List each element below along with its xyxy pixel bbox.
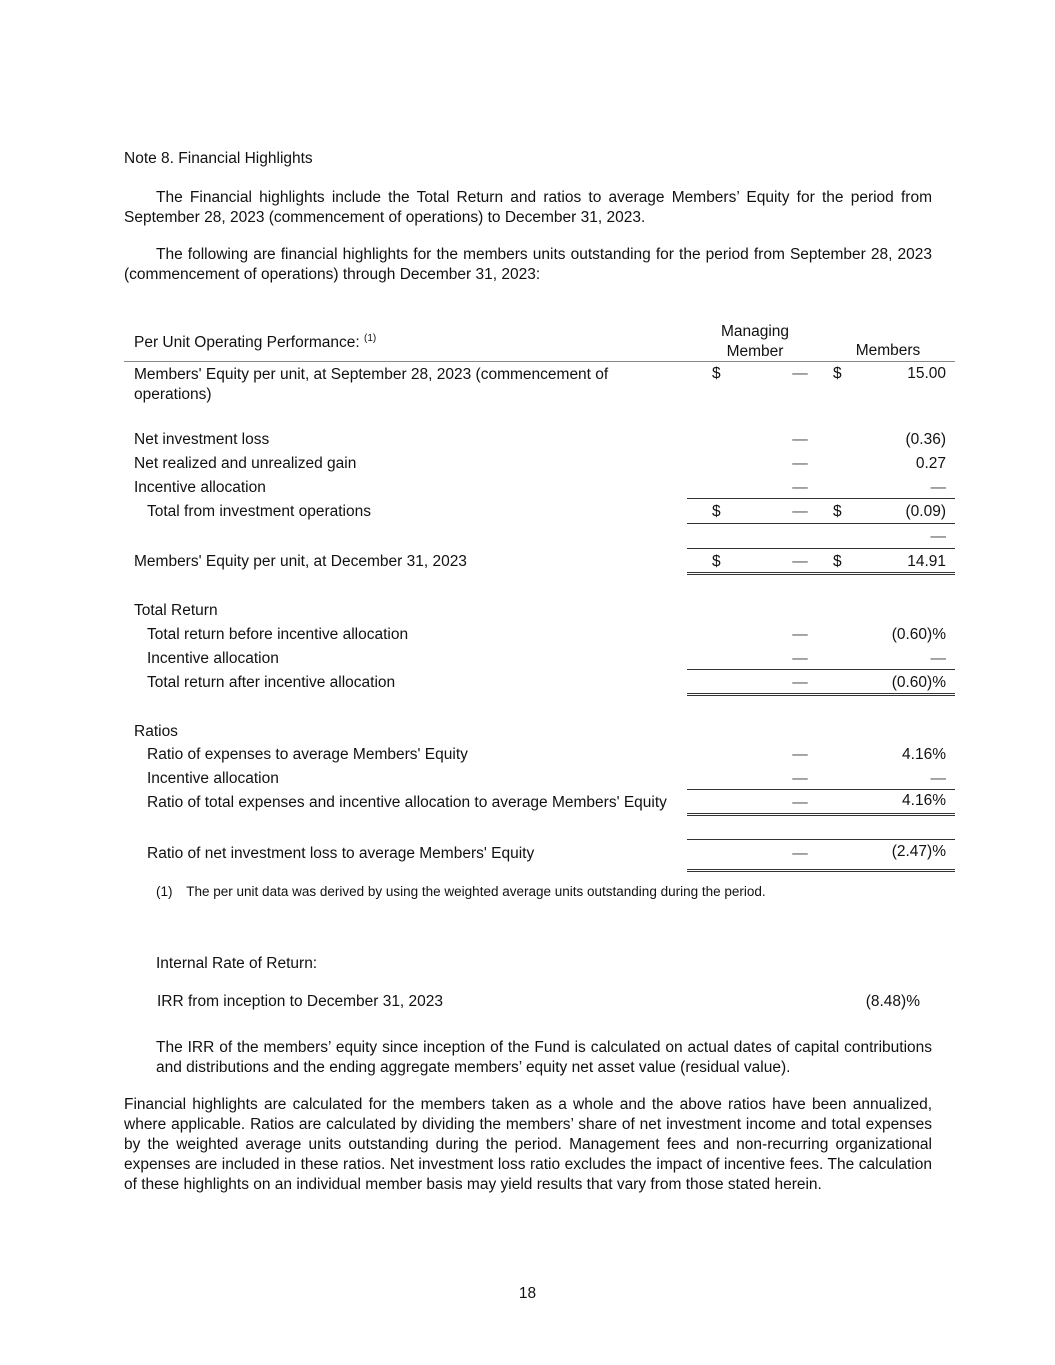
members-value: 15.00	[907, 365, 946, 382]
dollar-sign: $	[712, 365, 721, 382]
page-number: 18	[518, 1285, 537, 1302]
managing-member-value: —	[792, 455, 808, 472]
table-row	[0, 768, 1055, 790]
managing-member-value: —	[792, 431, 808, 448]
managing-member-value: —	[792, 674, 808, 691]
members-value: —	[930, 479, 946, 496]
double-rule	[687, 572, 955, 575]
double-rule	[687, 693, 955, 696]
note-title: Note 8. Financial Highlights	[124, 150, 313, 167]
section-title: Ratios	[134, 723, 178, 740]
table-row	[0, 501, 1055, 523]
members-value: —	[930, 770, 946, 787]
members-value: (2.47)%	[891, 843, 946, 860]
table-row	[0, 477, 1055, 499]
footnote	[156, 884, 766, 899]
members-value: —	[930, 650, 946, 667]
irr-value: (8.48)%	[865, 993, 920, 1010]
rule	[687, 839, 955, 840]
rule	[687, 548, 955, 549]
managing-member-value: —	[792, 845, 808, 862]
subtotal-rule	[687, 498, 955, 499]
table-row	[0, 624, 1055, 646]
managing-member-value: —	[792, 770, 808, 787]
section-title: Total Return	[134, 602, 218, 619]
table-row	[0, 453, 1055, 475]
col-managing-member	[700, 322, 810, 362]
col-managing-line2: Member	[726, 343, 784, 360]
row-label: Net investment loss	[134, 431, 270, 448]
table-row	[0, 551, 1055, 573]
header-rule	[124, 361, 955, 362]
members-value: 0.27	[915, 455, 946, 472]
row-label: Members' Equity per unit, at September 28, 2023 (commencement of operations)	[134, 366, 609, 403]
col-managing-line1: Managing	[720, 323, 790, 340]
managing-member-value: —	[792, 553, 808, 570]
table-row	[0, 429, 1055, 451]
table-row	[0, 792, 1055, 814]
table-row	[0, 843, 1055, 865]
row-label: Incentive allocation	[147, 770, 279, 787]
row-label: Net realized and unrealized gain	[134, 455, 357, 472]
managing-member-value: —	[792, 365, 808, 382]
footnote-text: The per unit data was derived by using the weighted average units outstanding during the period.	[186, 884, 766, 899]
managing-member-value: —	[792, 626, 808, 643]
members-value: (0.60)%	[891, 626, 946, 643]
header-label-text: Per Unit Operating Performance:	[134, 334, 360, 352]
irr-title: Internal Rate of Return:	[156, 955, 318, 972]
managing-member-value: —	[792, 650, 808, 667]
header-footnote-ref: (1)	[364, 333, 377, 344]
managing-member-value: —	[792, 794, 808, 811]
row-label: Incentive allocation	[134, 479, 266, 496]
members-value: 4.16%	[902, 746, 946, 763]
table-row	[0, 526, 1055, 548]
dollar-sign: $	[833, 503, 842, 520]
table-row	[0, 744, 1055, 766]
col-members: Members	[855, 342, 921, 359]
managing-member-value: —	[792, 503, 808, 520]
row-label: Ratio of total expenses and incentive allocation to average Members' Equity	[147, 794, 667, 811]
footnote-number: (1)	[156, 884, 173, 899]
irr-label: IRR from inception to December 31, 2023	[157, 993, 444, 1010]
table-header-label	[134, 333, 376, 352]
row-label: Total return after incentive allocation	[147, 674, 396, 691]
intro-paragraph-1: The Financial highlights include the Total Return and ratios to average Members’ Equity for the period from September 28, 2023 (commencement of operations) to December 31, 2023.	[124, 189, 932, 226]
members-value: 14.91	[907, 553, 946, 570]
dollar-sign: $	[712, 553, 721, 570]
subtotal-rule	[687, 669, 955, 670]
table-row	[0, 648, 1055, 670]
row-label: Total from investment operations	[147, 503, 371, 520]
dollar-sign: $	[833, 365, 842, 382]
row-label: Ratio of expenses to average Members' Equity	[147, 746, 468, 763]
total-rule	[687, 523, 955, 524]
closing-paragraph: Financial highlights are calculated for the members taken as a whole and the above ratios have been annualized, where applicable. Ratios are calculated by dividing the members’ share of net investment income and total expenses by the weighted average units outstanding during the period. Management fees and non-recurring organizational expenses are included in these ratios. Net investment loss ratio excludes the impact of incentive fees. The calculation of these highlights on an individual member basis may yield results that vary from those stated herein.	[124, 1096, 932, 1193]
row-label: Members' Equity per unit, at December 31, 2023	[134, 553, 467, 570]
members-value: —	[930, 528, 946, 545]
managing-member-value: —	[792, 746, 808, 763]
members-value: (0.09)	[905, 503, 946, 520]
members-value: 4.16%	[902, 792, 946, 809]
members-value: (0.36)	[905, 431, 946, 448]
row-label: Total return before incentive allocation	[147, 626, 409, 643]
intro-paragraph-2: The following are financial highlights for the members units outstanding for the period from September 28, 2023 (commencement of operations) through December 31, 2023:	[124, 246, 932, 283]
dollar-sign: $	[833, 553, 842, 570]
managing-member-value: —	[792, 479, 808, 496]
members-value: (0.60)%	[891, 674, 946, 691]
double-rule	[687, 813, 955, 816]
row-label: Incentive allocation	[147, 650, 279, 667]
dollar-sign: $	[712, 503, 721, 520]
row-label: Ratio of net investment loss to average Members' Equity	[147, 845, 535, 862]
double-rule	[687, 869, 955, 872]
section-title-ratios	[0, 721, 1055, 743]
table-row	[0, 672, 1055, 694]
section-title-total-return	[0, 600, 1055, 622]
irr-description: The IRR of the members’ equity since inception of the Fund is calculated on actual dates of capital contributions and distributions and the ending aggregate members’ equity net asset value (residual value).	[156, 1039, 932, 1076]
